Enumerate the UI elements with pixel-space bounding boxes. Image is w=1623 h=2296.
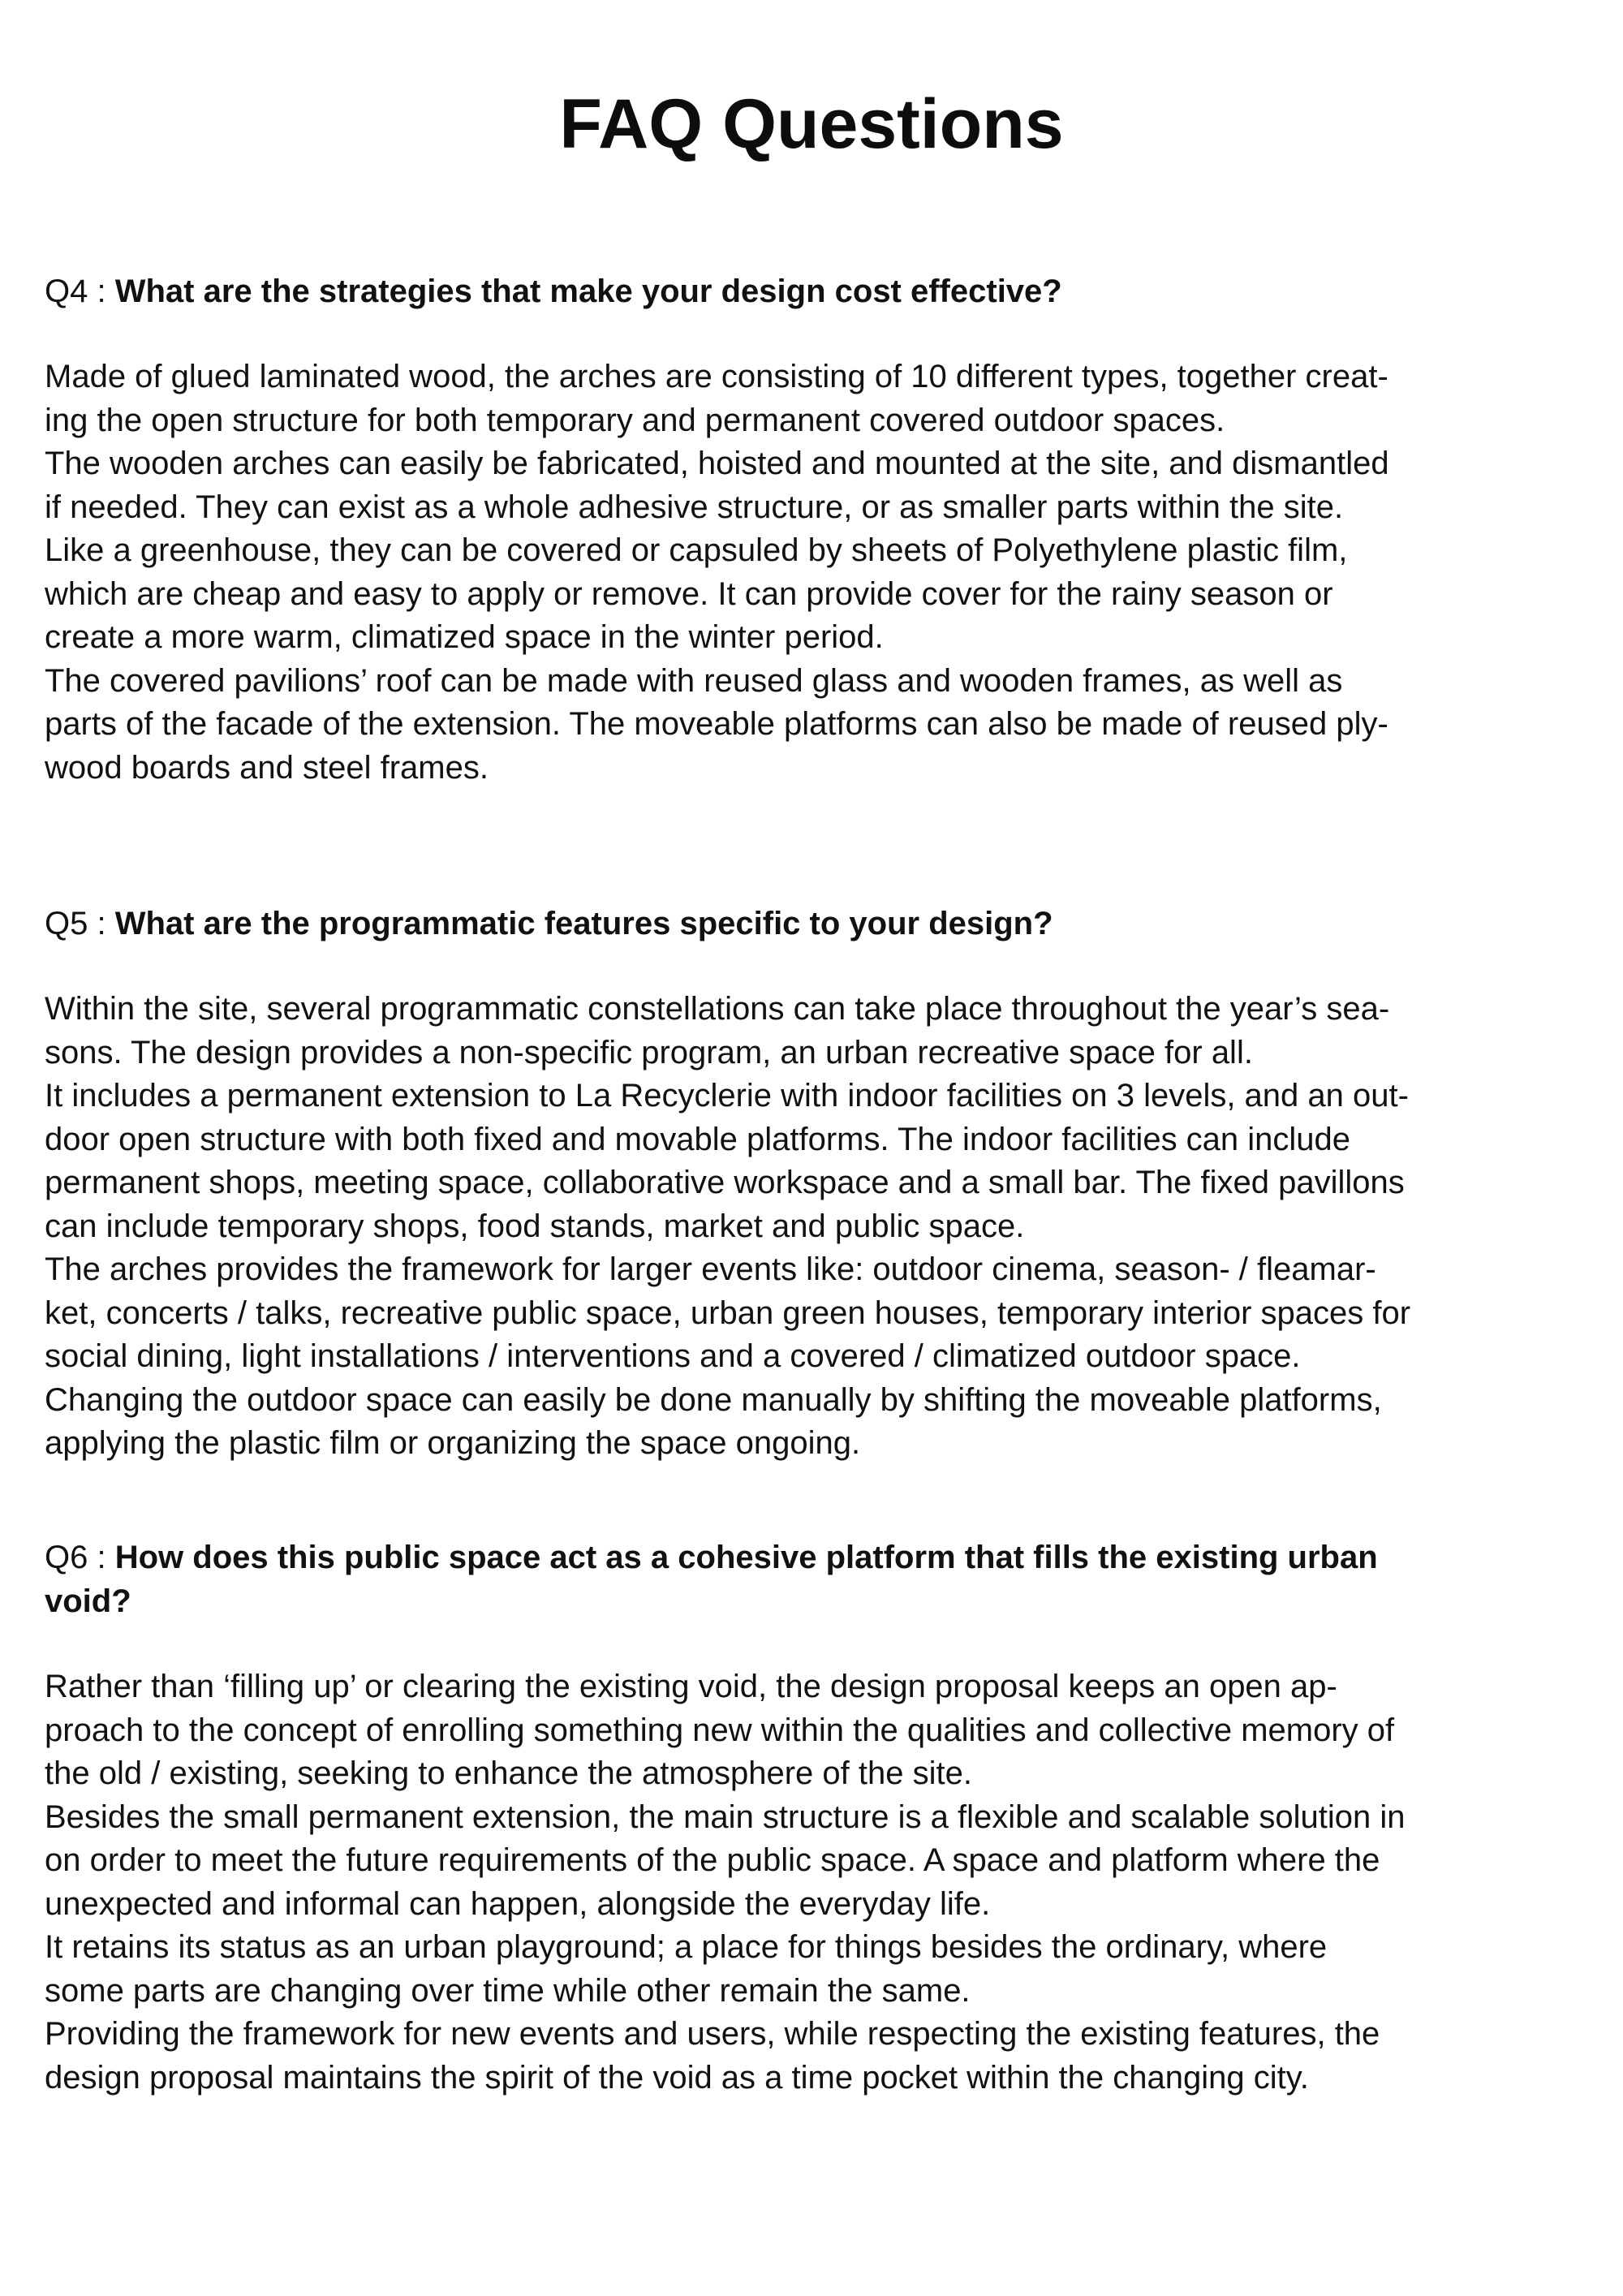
faq-item-q5 [45, 902, 1586, 1466]
answer-paragraph: Made of glued laminated wood, the arches are consisting of 10 different types, together creat- ing the open structure for both temporary and permanent covered outdoor spaces. [45, 359, 1388, 438]
faq-item-q4 [45, 269, 1586, 790]
answer-paragraph: Providing the framework for new events and users, while respecting the existing features, the design proposal maintains the spirit of the void as a time pocket within the changing city. [45, 2016, 1380, 2096]
faq-answer [45, 988, 1586, 1466]
answer-paragraph: Besides the small permanent extension, the main structure is a flexible and scalable solution in on order to meet the future requirements of the public space. A space and platform where the unexpected and informal can happen, alongside the everyday life. [45, 1798, 1406, 1922]
faq-answer [45, 355, 1586, 790]
question-number: Q4 : [45, 274, 106, 309]
faq-item-q6 [45, 1536, 1586, 2100]
faq-question [45, 269, 1586, 313]
faq-answer [45, 1665, 1586, 2100]
question-text: How does this public space act as a cohesive platform that fills the existing urban void? [45, 1540, 1378, 1619]
faq-question [45, 1536, 1586, 1623]
answer-paragraph: Like a greenhouse, they can be covered or capsuled by sheets of Polyethylene plastic film, which are cheap and easy to apply or remove. It can provide cover for the rainy season or create a more warm, climatized space in the winter period. [45, 532, 1348, 655]
question-text: What are the strategies that make your design cost effective? [114, 274, 1062, 309]
answer-paragraph: Changing the outdoor space can easily be done manually by shifting the moveable platforms, applying the plastic film or organizing the space ongoing. [45, 1381, 1382, 1461]
faq-question [45, 902, 1586, 946]
question-number: Q6 : [45, 1540, 106, 1575]
answer-paragraph: The covered pavilions’ roof can be made with reused glass and wooden frames, as well as parts of the facade of the extension. The moveable platforms can also be made of reused ply- wood boards and steel frames. [45, 662, 1388, 786]
answer-paragraph: The wooden arches can easily be fabricated, hoisted and mounted at the site, and dismantled if needed. They can exist as a whole adhesive structure, or as smaller parts within the site. [45, 446, 1389, 525]
answer-paragraph: The arches provides the framework for larger events like: outdoor cinema, season- / fleamar- ket, concerts / talks, recreative public space, urban green houses, temporary interior spaces for social dining, light installations / interventions and a covered / climatized outdoor space. [45, 1251, 1411, 1374]
answer-paragraph: It retains its status as an urban playground; a place for things besides the ordinary, where some parts are changing over time while other remain the same. [45, 1929, 1328, 2009]
answer-paragraph: Within the site, several programmatic constellations can take place throughout the year’s sea- sons. The design provides a non-specific program, an urban recreative space for all. [45, 991, 1390, 1070]
question-text: What are the programmatic features specific to your design? [114, 906, 1053, 941]
answer-paragraph: Rather than ‘filling up’ or clearing the existing void, the design proposal keeps an open ap- proach to the concept of enrolling something new within the qualities and collective memory of the old / existing, seeking to enhance the atmosphere of the site. [45, 1669, 1395, 1791]
question-number: Q5 : [45, 906, 106, 941]
page-title: FAQ Questions [559, 85, 1064, 163]
answer-paragraph: It includes a permanent extension to La Recyclerie with indoor facilities on 3 levels, and an out- door open structure with both fixed and movable platforms. The indoor facilities can include permanent shops, meeting space, collaborative workspace and a small bar. The fixed pavillons can include temporary shops, food stands, market and public space. [45, 1078, 1409, 1244]
